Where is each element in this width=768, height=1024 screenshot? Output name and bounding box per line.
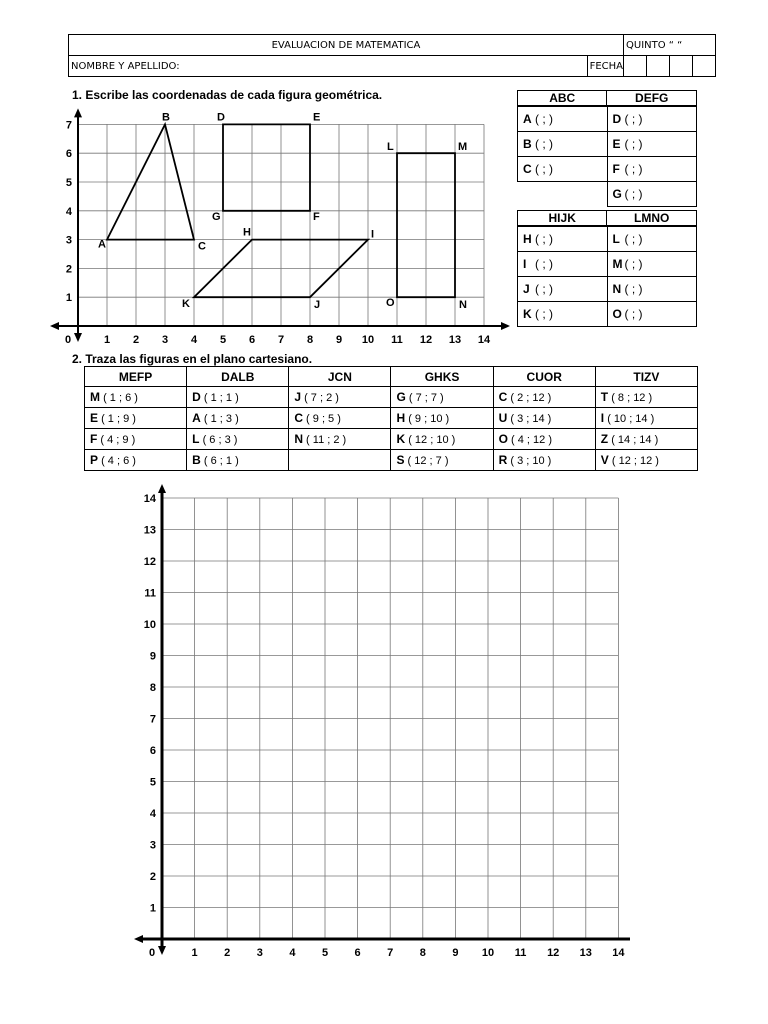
x-tick-label: 9 [335, 334, 343, 346]
y-tick-label: 4 [149, 808, 156, 820]
point-letter: D [192, 390, 201, 404]
answer-cell-A[interactable]: A ( ; ) [518, 107, 608, 132]
group-title: HIJK [518, 211, 607, 226]
x-tick-label: 14 [612, 947, 625, 959]
point-coordinates: ( 14 ; 14 ) [611, 434, 659, 446]
point-letter: N [294, 432, 303, 446]
y-tick-label: 5 [65, 177, 72, 189]
point-label-o: O [386, 297, 395, 310]
point-cell [493, 429, 595, 450]
y-tick-label: 3 [65, 234, 72, 247]
x-tick-label: 0 [64, 334, 72, 346]
table-row [85, 387, 698, 408]
figure-column-title: MEFP [85, 367, 187, 387]
x-tick-label: 7 [387, 947, 394, 959]
exercise2-figure-table [84, 366, 698, 471]
x-tick-label: 1 [103, 334, 111, 346]
point-label-a: A [98, 238, 106, 251]
point-coordinates: ( 10 ; 14 ) [607, 413, 655, 425]
answer-cell-L[interactable]: L ( ; ) [607, 227, 697, 252]
point-coordinates: ( 12 ; 10 ) [408, 434, 456, 446]
point-coordinates: ( 6 ; 1 ) [203, 455, 239, 467]
point-coordinates: ( 7 ; 2 ) [304, 392, 339, 404]
point-letter: G [396, 390, 406, 404]
point-cell [289, 429, 391, 450]
point-cell [595, 429, 697, 450]
answer-cell-J[interactable]: J ( ; ) [518, 277, 608, 302]
point-label-m: M [458, 141, 468, 154]
y-tick-label: 6 [65, 148, 72, 161]
point-cell [85, 429, 187, 450]
answer-cell-M[interactable]: M ( ; ) [607, 252, 697, 277]
point-coordinates: ( 4 ; 6 ) [101, 455, 136, 467]
x-tick-label: 9 [452, 947, 459, 959]
answer-cell-N[interactable]: N ( ; ) [607, 277, 697, 302]
figure-column-title: DALB [187, 367, 289, 387]
exam-title: EVALUACION DE MATEMATICA [69, 35, 624, 56]
answer-group-1 [517, 90, 697, 207]
x-tick-label: 13 [579, 947, 592, 959]
x-tick-label: 12 [419, 334, 433, 346]
point-cell [187, 387, 289, 408]
answer-cell-C[interactable]: C ( ; ) [518, 157, 608, 182]
point-coordinates: ( 1 ; 9 ) [101, 413, 136, 425]
point-cell [391, 429, 493, 450]
point-letter: P [90, 453, 99, 467]
x-tick-label: 4 [190, 334, 198, 346]
point-coordinates: ( 6 ; 3 ) [202, 434, 238, 446]
point-letter: F [90, 432, 98, 446]
point-letter: J [294, 390, 301, 404]
point-letter: M [90, 390, 100, 404]
answer-cell-I[interactable]: I ( ; ) [518, 252, 608, 277]
x-tick-label: 12 [547, 947, 560, 959]
date-box-day[interactable] [624, 56, 647, 77]
name-label: NOMBRE Y APELLIDO: [69, 56, 588, 77]
exercise1-grid-lines [78, 124, 484, 326]
date-box-month[interactable] [647, 56, 670, 77]
answer-group-2 [517, 210, 697, 327]
point-label-b: B [162, 111, 170, 124]
date-box-year[interactable] [670, 56, 693, 77]
point-cell [85, 450, 187, 471]
y-tick-label: 10 [143, 619, 156, 631]
date-label: FECHA [587, 56, 623, 77]
y-tick-label: 13 [143, 524, 156, 537]
answer-cell-E[interactable]: E ( ; ) [607, 132, 697, 157]
point-cell [493, 408, 595, 429]
point-label-h: H [243, 226, 251, 239]
header-table [68, 34, 716, 77]
y-tick-label: 6 [149, 745, 156, 757]
point-letter: C [498, 390, 508, 404]
y-tick-label: 2 [65, 263, 72, 276]
point-letter: O [498, 432, 508, 446]
shape-defg [223, 124, 310, 210]
date-box-extra[interactable] [693, 56, 716, 77]
point-letter: E [90, 411, 99, 425]
y-tick-label: 5 [149, 776, 156, 789]
answer-cell-B[interactable]: B ( ; ) [518, 132, 608, 157]
point-letter: U [498, 411, 508, 425]
figure-column-title: JCN [289, 367, 391, 387]
arrow-down-icon [74, 333, 82, 342]
point-coordinates: ( 1 ; 1 ) [203, 392, 239, 404]
point-letter: T [600, 390, 609, 404]
point-cell [85, 387, 187, 408]
y-tick-label: 1 [149, 902, 156, 915]
x-tick-label: 2 [132, 334, 140, 346]
y-tick-label: 8 [149, 682, 156, 694]
point-coordinates: ( 9 ; 10 ) [408, 413, 450, 425]
y-tick-label: 7 [65, 119, 72, 132]
x-tick-label: 11 [514, 947, 527, 959]
point-coordinates: ( 3 ; 10 ) [510, 455, 552, 467]
point-label-i: I [371, 228, 375, 241]
y-tick-label: 7 [149, 713, 156, 726]
point-coordinates: ( 4 ; 12 ) [511, 434, 552, 446]
table-row [85, 429, 698, 450]
point-letter: C [294, 411, 303, 425]
answer-cell-D[interactable]: D ( ; ) [607, 107, 697, 132]
point-coordinates: ( 11 ; 2 ) [306, 434, 347, 446]
figure-column-title: TIZV [595, 367, 697, 387]
x-tick-label: 7 [277, 334, 285, 346]
y-tick-label: 9 [149, 650, 156, 663]
x-tick-label: 10 [481, 947, 495, 959]
arrow-down-icon [158, 946, 166, 955]
exercise1-coordinate-plane [50, 100, 510, 352]
x-tick-label: 8 [419, 947, 426, 959]
x-tick-label: 10 [361, 334, 375, 346]
point-coordinates: ( 9 ; 5 ) [306, 413, 341, 425]
point-letter: S [396, 453, 405, 467]
x-tick-label: 3 [256, 947, 263, 959]
x-tick-label: 4 [289, 947, 296, 959]
point-label-e: E [313, 111, 321, 124]
table-row [85, 450, 698, 471]
group-title: ABC [518, 91, 607, 106]
arrow-left-icon [50, 322, 59, 330]
point-cell [289, 387, 391, 408]
arrow-left-icon [134, 935, 143, 943]
point-cell [595, 387, 697, 408]
point-cell [391, 450, 493, 471]
answer-cell-O[interactable]: O ( ; ) [607, 302, 697, 327]
point-letter: Z [600, 432, 609, 446]
point-label-l: L [387, 141, 394, 154]
arrow-up-icon [74, 108, 82, 117]
point-label-d: D [217, 111, 225, 124]
exercise2-heading: 2. Traza las figuras en el plano cartesiano. [72, 352, 313, 366]
x-tick-label: 5 [219, 334, 227, 346]
point-letter: A [192, 411, 201, 425]
point-cell [187, 408, 289, 429]
point-coordinates: ( 2 ; 12 ) [510, 392, 552, 404]
figure-column-title: CUOR [493, 367, 595, 387]
point-coordinates: ( 12 ; 7 ) [407, 455, 449, 467]
point-cell [391, 387, 493, 408]
point-cell [391, 408, 493, 429]
group-title: LMNO [607, 211, 697, 226]
figure-column-title: GHKS [391, 367, 493, 387]
answer-cell-K[interactable]: K ( ; ) [518, 302, 608, 327]
x-tick-label: 14 [477, 334, 491, 346]
point-label-j: J [314, 299, 321, 312]
answer-cell-F[interactable]: F ( ; ) [607, 157, 697, 182]
point-cell [187, 429, 289, 450]
y-tick-label: 1 [65, 292, 72, 305]
x-tick-label: 8 [306, 334, 314, 346]
point-coordinates: ( 12 ; 12 ) [611, 455, 659, 467]
point-letter: B [192, 453, 201, 467]
x-tick-label: 6 [354, 947, 361, 959]
y-tick-label: 4 [65, 205, 72, 218]
answer-cell-G[interactable]: G ( ; ) [607, 182, 697, 207]
arrow-right-icon [501, 322, 510, 330]
point-letter: V [600, 453, 609, 467]
point-cell [595, 450, 697, 471]
point-coordinates: ( 8 ; 12 ) [611, 392, 653, 404]
point-label-k: K [182, 298, 190, 311]
point-coordinates: ( 3 ; 14 ) [510, 413, 552, 425]
point-cell [493, 387, 595, 408]
x-tick-label: 11 [391, 334, 403, 346]
x-tick-label: 5 [321, 947, 329, 959]
y-tick-label: 11 [144, 587, 156, 600]
x-tick-label: 1 [191, 947, 198, 959]
point-label-f: F [313, 210, 320, 223]
x-tick-label: 6 [248, 334, 256, 346]
x-tick-label: 13 [448, 334, 462, 346]
point-letter: L [192, 432, 200, 446]
exercise2-grid-lines [162, 498, 618, 939]
answer-cell-H[interactable]: H ( ; ) [518, 227, 608, 252]
point-cell [595, 408, 697, 429]
x-tick-label: 3 [161, 334, 169, 346]
point-cell [85, 408, 187, 429]
point-cell [289, 450, 391, 471]
point-cell [187, 450, 289, 471]
y-tick-label: 3 [149, 839, 156, 852]
point-coordinates: ( 1 ; 3 ) [203, 413, 239, 425]
x-tick-label: 2 [224, 947, 231, 959]
point-label-n: N [459, 299, 467, 312]
point-coordinates: ( 1 ; 6 ) [103, 392, 138, 404]
point-cell [289, 408, 391, 429]
grade-cell: QUINTO “ “ [624, 35, 716, 56]
table-row [85, 408, 698, 429]
point-label-c: C [198, 240, 206, 253]
point-letter: R [498, 453, 508, 467]
y-tick-label: 14 [143, 493, 156, 505]
x-tick-label: 0 [148, 947, 156, 959]
point-letter: H [396, 411, 406, 425]
exercise1-heading: 1. Escribe las coordenadas de cada figura geométrica. [72, 88, 383, 102]
point-letter: K [396, 432, 406, 446]
point-letter: I [600, 411, 605, 425]
point-cell [493, 450, 595, 471]
exercise2-coordinate-plane[interactable] [130, 478, 630, 964]
y-tick-label: 2 [149, 871, 156, 883]
group-title: DEFG [607, 91, 697, 106]
y-tick-label: 12 [143, 556, 156, 568]
point-label-g: G [212, 210, 221, 223]
point-coordinates: ( 4 ; 9 ) [100, 434, 136, 446]
arrow-up-icon [158, 484, 166, 493]
point-coordinates: ( 7 ; 7 ) [408, 392, 444, 404]
